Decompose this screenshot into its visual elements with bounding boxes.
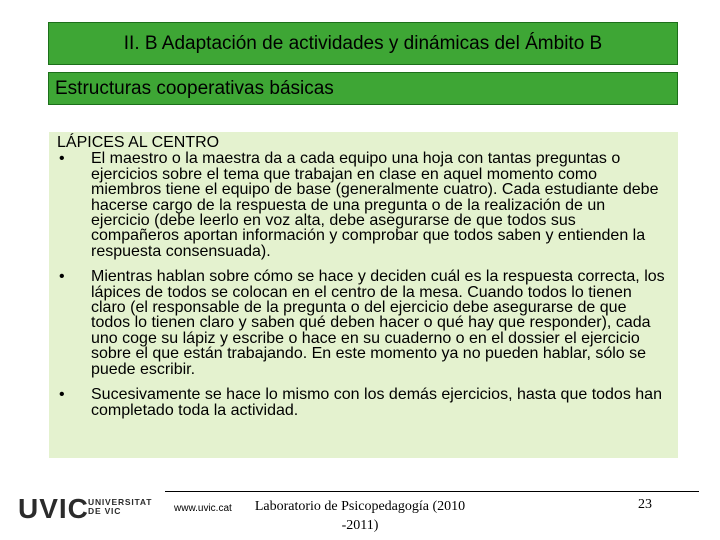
content-heading: LÁPICES AL CENTRO: [57, 134, 220, 151]
logo-line-1: UNIVERSITAT: [88, 497, 153, 507]
bullet-marker: •: [59, 150, 65, 168]
list-item: [57, 269, 670, 377]
bullet-text: El maestro o la maestra da a cada equipo una hoja con tantas preguntas o ejercicios sobre el tema que trabajan en clase en aquel momento como miembros tiene el equipo de base (generalmente cuatro). Cada estudiante debe hacerse cargo de la respuesta de una pregunta o de la realización de un ejercicio (debe leerlo en voz alta, debe asegurarse de que todos sus compañeros aportan información y comprobar que todos saben y entienden la respuesta consensuada).: [91, 150, 659, 260]
bullet-marker: •: [59, 268, 65, 286]
footer-caption-line-1: Laboratorio de Psicopedagogía (2010: [254, 499, 466, 514]
section-subtitle-text: Estructuras cooperativas básicas: [55, 77, 334, 99]
logo-subtitle: [88, 498, 152, 516]
footer-caption-line-2: -2011): [341, 518, 379, 533]
logo-wordmark: UVIC: [18, 493, 89, 524]
slide-title-text: II. B Adaptación de actividades y dinámicas del Ámbito B: [123, 32, 603, 54]
uvic-logo: [18, 494, 168, 524]
list-item: [57, 151, 670, 259]
section-subtitle: [48, 72, 678, 105]
footer-divider: [165, 491, 699, 492]
page-number: 23: [638, 497, 652, 512]
website-link[interactable]: www.uvic.cat: [174, 503, 232, 514]
content-box: [49, 132, 678, 458]
bullet-text: Mientras hablan sobre cómo se hace y deciden cuál es la respuesta correcta, los lápices de todos se colocan en el centro de la mesa. Cuando todos lo tienen claro (el responsable de la pregunta o del ejercicio debe asegurarse de que todos lo tienen claro y saben qué deben hacer o qué hay que responder), cada uno coge su lápiz y escribe o hace en su cuaderno o en el dossier el ejercicio sobre el que están trabajando. En este momento ya no pueden hablar, sólo se puede escribir.: [91, 268, 665, 378]
footer-caption: [240, 497, 480, 535]
bullet-text: Sucesivamente se hace lo mismo con los demás ejercicios, hasta que todos han completado toda la actividad.: [91, 386, 662, 419]
bullet-marker: •: [59, 386, 65, 404]
logo-line-2: DE VIC: [88, 506, 122, 516]
slide-title: [48, 22, 678, 65]
list-item: [57, 387, 670, 418]
